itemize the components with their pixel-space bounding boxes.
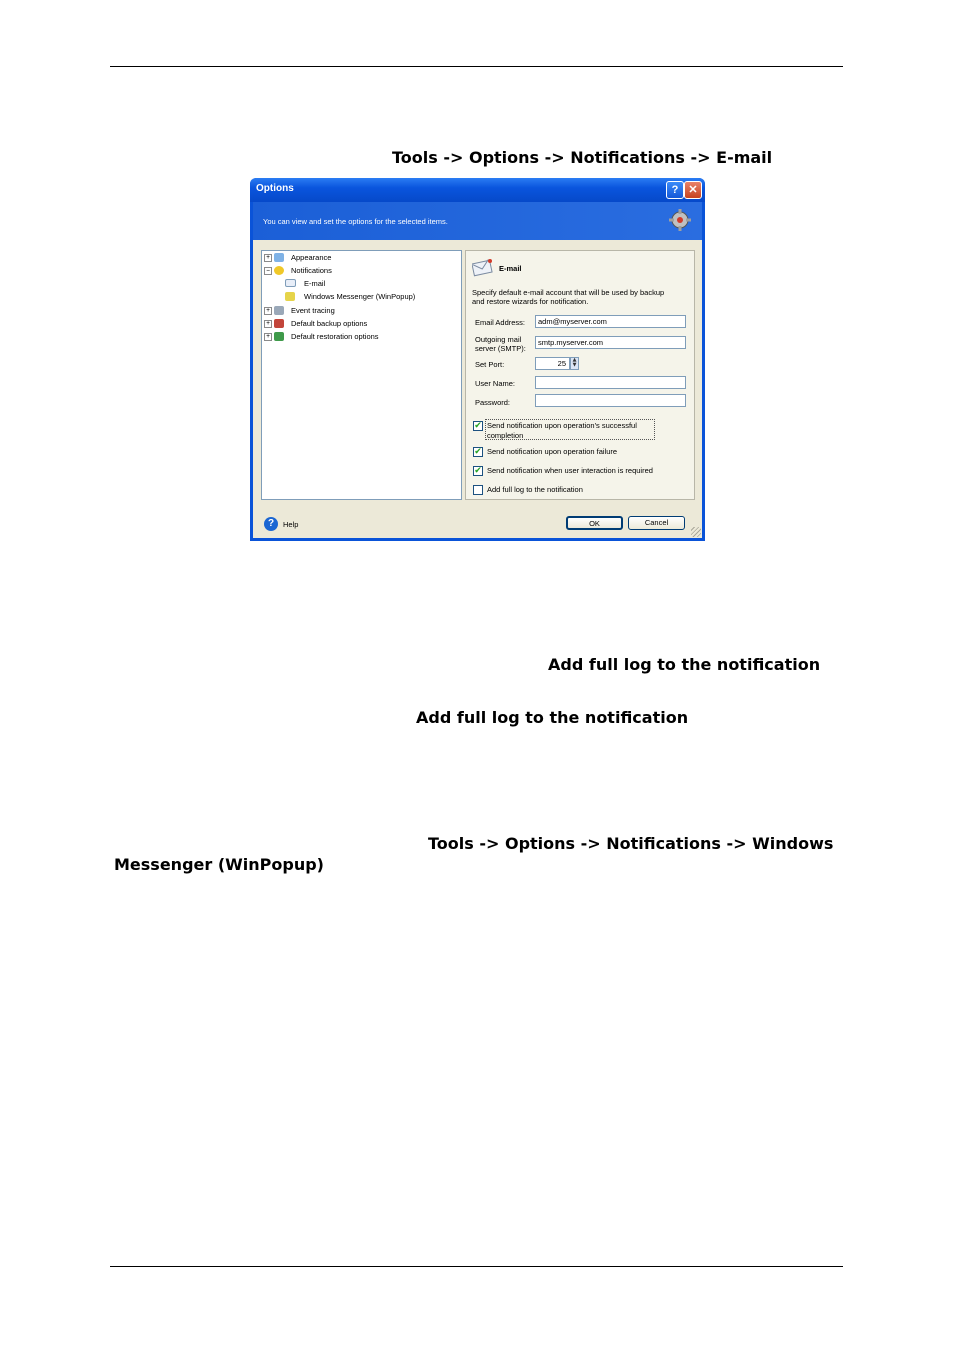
expander-appearance[interactable]: +: [264, 254, 272, 262]
username-field[interactable]: [535, 376, 686, 389]
success-notification-label-line1: Send notification upon operation's successful: [487, 421, 637, 430]
failure-notification-checkbox[interactable]: ✔: [474, 447, 482, 457]
panel-title: E-mail: [499, 264, 522, 273]
event-tracing-icon: [274, 306, 284, 315]
messenger-icon: [285, 292, 295, 301]
titlebar-help-button[interactable]: ?: [666, 181, 684, 199]
tree-item-email[interactable]: E-mail: [304, 279, 326, 288]
success-notification-label-line2: completion: [487, 431, 524, 440]
tree-item-default-backup-options[interactable]: Default backup options: [291, 319, 368, 328]
interaction-notification-label: Send notification when user interaction is required: [487, 466, 653, 475]
expander-default-restoration[interactable]: +: [264, 333, 272, 341]
password-field[interactable]: [535, 394, 686, 407]
expander-event-tracing[interactable]: +: [264, 307, 272, 315]
success-notification-checkbox[interactable]: ✔: [474, 421, 482, 431]
dialog-banner: [253, 202, 702, 240]
port-stepper[interactable]: 25: [535, 357, 570, 370]
help-link[interactable]: Help: [283, 520, 299, 529]
email-address-label: Email Address:: [475, 318, 526, 327]
outgoing-server-label-line2: server (SMTP):: [475, 344, 526, 353]
tree-item-appearance[interactable]: Appearance: [291, 253, 332, 262]
outgoing-server-field[interactable]: smtp.myserver.com: [535, 336, 686, 349]
tree-item-windows-messenger[interactable]: Windows Messenger (WinPopup): [304, 292, 416, 301]
winpopup-path-heading-line2: Messenger (WinPopup): [114, 855, 324, 874]
add-full-log-heading-1: Add full log to the notification: [548, 655, 821, 674]
restoration-icon: [274, 332, 284, 341]
interaction-notification-checkbox[interactable]: ✔: [474, 466, 482, 476]
dialog-titlebar[interactable]: [250, 178, 705, 202]
add-full-log-heading-2: Add full log to the notification: [416, 708, 689, 727]
header-rule: [110, 66, 843, 67]
email-icon: [285, 279, 296, 287]
port-label: Set Port:: [475, 360, 505, 369]
backup-icon: [274, 319, 284, 328]
resize-grip[interactable]: [691, 527, 701, 537]
email-address-field[interactable]: adm@myserver.com: [535, 315, 686, 328]
gear-icon: [668, 208, 692, 232]
ok-button[interactable]: OK: [566, 516, 623, 530]
help-icon[interactable]: ?: [264, 517, 278, 531]
envelope-icon: [472, 257, 494, 277]
tree-item-default-restoration-options[interactable]: Default restoration options: [291, 332, 379, 341]
outgoing-server-label-line1: Outgoing mail: [475, 335, 522, 344]
dialog-title: Options: [256, 183, 294, 194]
expander-default-backup[interactable]: +: [264, 320, 272, 328]
options-dialog: [250, 178, 705, 541]
password-label: Password:: [475, 398, 511, 407]
tree-item-event-tracing[interactable]: Event tracing: [291, 306, 335, 315]
appearance-icon: [274, 253, 284, 262]
port-spin-buttons[interactable]: ▲ ▼: [570, 357, 579, 370]
email-settings-panel: [465, 250, 695, 500]
cancel-button[interactable]: Cancel: [628, 516, 685, 530]
email-path-heading: Tools -> Options -> Notifications -> E-mail: [392, 148, 773, 167]
expander-notifications[interactable]: −: [264, 267, 272, 275]
username-label: User Name:: [475, 379, 516, 388]
titlebar-close-button[interactable]: ✕: [684, 181, 702, 199]
tree-item-notifications[interactable]: Notifications: [291, 266, 332, 275]
options-tree[interactable]: [261, 250, 462, 500]
full-log-checkbox[interactable]: [473, 485, 483, 495]
panel-description-line1: Specify default e-mail account that will be used by backup: [472, 288, 665, 297]
dialog-body: [253, 240, 702, 538]
panel-description-line2: and restore wizards for notification.: [472, 297, 589, 306]
failure-notification-label: Send notification upon operation failure: [487, 447, 618, 456]
banner-text: You can view and set the options for the selected items.: [263, 217, 448, 226]
footer-rule: [110, 1266, 843, 1267]
winpopup-path-heading-line1: Tools -> Options -> Notifications -> Windows: [428, 834, 834, 853]
full-log-label: Add full log to the notification: [487, 485, 583, 494]
notifications-icon: [274, 266, 284, 275]
